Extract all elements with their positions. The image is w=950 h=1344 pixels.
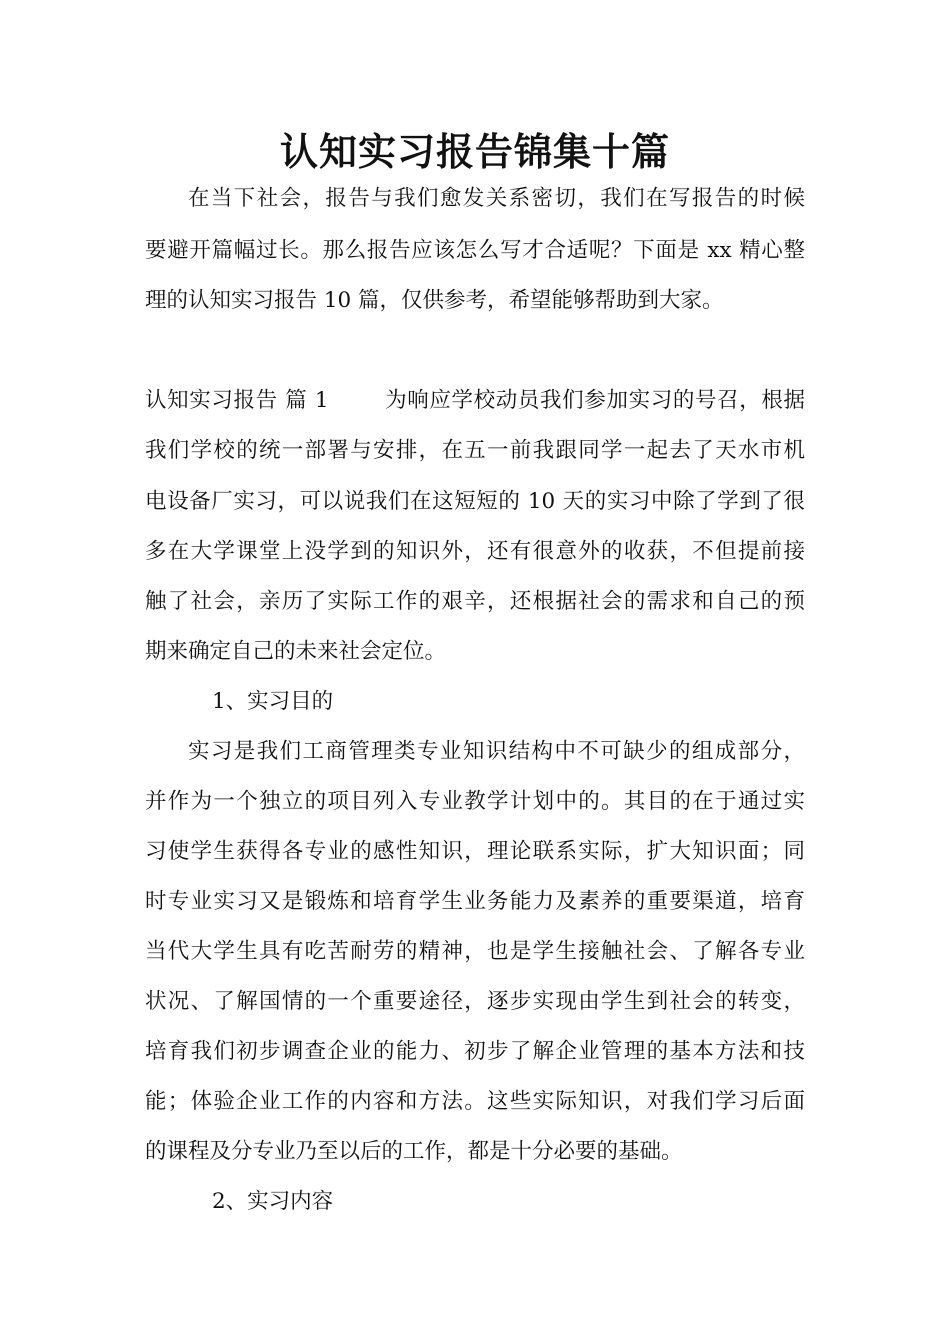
subheading-objective: 1、实习目的 <box>212 689 334 714</box>
section1-line-6: 期来确定自己的未来社会定位。 <box>145 639 447 664</box>
intro-line-1: 在当下社会，报告与我们愈发关系密切，我们在写报告的时候 <box>188 186 805 211</box>
paragraph2-line-3: 习使学生获得各专业的感性知识，理论联系实际，扩大知识面；同 <box>145 839 805 864</box>
section1-line-4: 多在大学课堂上没学到的知识外，还有很意外的收获，不但提前接 <box>145 539 805 564</box>
section1-heading: 认知实习报告 篇 1 <box>145 388 329 413</box>
section1-first-line-text: 为响应学校动员我们参加实习的号召，根据 <box>384 388 805 413</box>
paragraph2-line-6: 状况、了解国情的一个重要途径，逐步实现由学生到社会的转变， <box>145 989 805 1014</box>
subheading-content: 2、实习内容 <box>212 1189 334 1214</box>
section1-line-5: 触了社会，亲历了实际工作的艰辛，还根据社会的需求和自己的预 <box>145 589 805 614</box>
paragraph2-line-1: 实习是我们工商管理类专业知识结构中不可缺少的组成部分， <box>188 739 805 764</box>
section1-line-2: 我们学校的统一部署与安排，在五一前我跟同学一起去了天水市机 <box>145 438 805 463</box>
document-title: 认知实习报告锦集十篇 <box>279 130 670 174</box>
paragraph2-line-9: 的课程及分专业乃至以后的工作，都是十分必要的基础。 <box>145 1139 683 1164</box>
section1-first-line <box>145 383 805 419</box>
intro-line-3: 理的认知实习报告 10 篇，仅供参考，希望能够帮助到大家。 <box>145 288 724 313</box>
paragraph2-line-4: 时专业实习又是锻炼和培育学生业务能力及素养的重要渠道，培育 <box>145 889 805 914</box>
paragraph2-line-7: 培育我们初步调查企业的能力、初步了解企业管理的基本方法和技 <box>145 1039 805 1064</box>
section1-line-3: 电设备厂实习，可以说我们在这短短的 10 天的实习中除了学到了很 <box>145 489 805 514</box>
intro-line-2: 要避开篇幅过长。那么报告应该怎么写才合适呢？下面是 xx 精心整 <box>145 238 805 263</box>
paragraph2-line-5: 当代大学生具有吃苦耐劳的精神，也是学生接触社会、了解各专业 <box>145 939 805 964</box>
paragraph2-line-8: 能；体验企业工作的内容和方法。这些实际知识，对我们学习后面 <box>145 1089 805 1114</box>
paragraph2-line-2: 并作为一个独立的项目列入专业教学计划中的。其目的在于通过实 <box>145 789 805 814</box>
